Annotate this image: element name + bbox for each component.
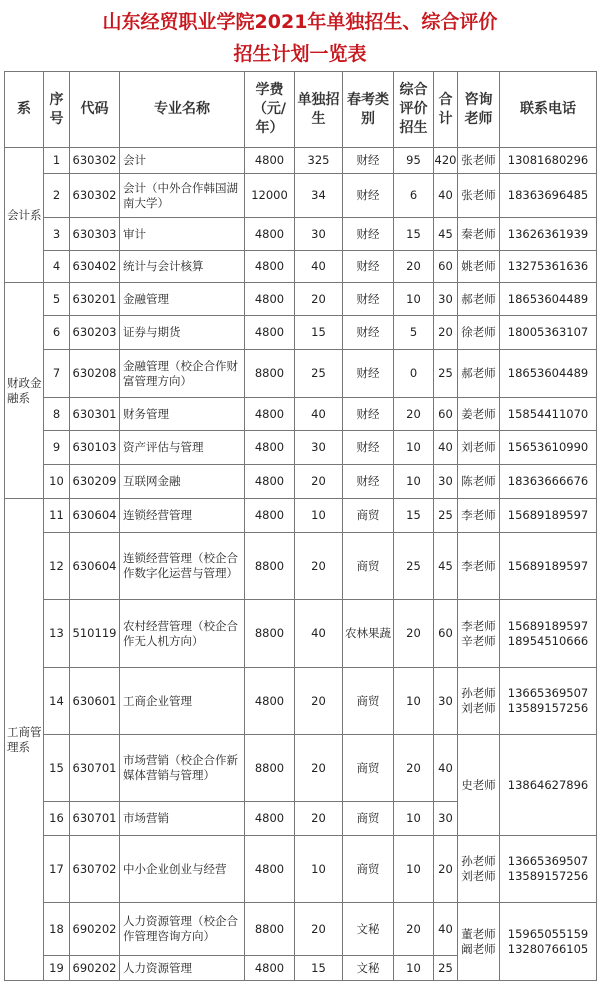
- total-cell: 25: [434, 350, 458, 398]
- comp-cell: 20: [394, 251, 434, 283]
- category-cell: 财经: [343, 316, 394, 350]
- major-cell: 证券与期货: [120, 316, 245, 350]
- page: [4, 0, 596, 981]
- phone-cell: 13665369507 13589157256: [500, 836, 597, 903]
- major-cell: 审计: [120, 218, 245, 251]
- comp-cell: 10: [394, 465, 434, 499]
- comp-cell: 10: [394, 668, 434, 735]
- total-cell: 30: [434, 668, 458, 735]
- category-cell: 文秘: [343, 903, 394, 956]
- major-cell: 金融管理: [120, 283, 245, 316]
- fee-cell: 8800: [245, 735, 295, 802]
- seq-cell: 1: [44, 148, 70, 174]
- major-cell: 市场营销: [120, 802, 245, 836]
- code-cell: 630203: [70, 316, 120, 350]
- major-cell: 金融管理（校企合作财富管理方向）: [120, 350, 245, 398]
- comp-cell: 5: [394, 316, 434, 350]
- header-row: [5, 72, 597, 148]
- comp-cell: 10: [394, 802, 434, 836]
- major-cell: 市场营销（校企合作新媒体营销与管理）: [120, 735, 245, 802]
- phone-cell: 15689189597: [500, 499, 597, 533]
- header-advisor: 咨询老师: [458, 72, 500, 148]
- code-cell: 630302: [70, 148, 120, 174]
- code-cell: 630601: [70, 668, 120, 735]
- phone-cell: 15689189597 18954510666: [500, 600, 597, 668]
- total-cell: 40: [434, 735, 458, 802]
- header-dept: 系: [5, 72, 44, 148]
- advisor-cell: 董老师 阚老师: [458, 903, 500, 981]
- table-row: [5, 398, 597, 431]
- seq-cell: 9: [44, 431, 70, 465]
- phone-cell: 13864627896: [500, 735, 597, 836]
- single-cell: 40: [295, 398, 343, 431]
- seq-cell: 17: [44, 836, 70, 903]
- total-cell: 60: [434, 251, 458, 283]
- header-single: 单独招生: [295, 72, 343, 148]
- single-cell: 20: [295, 735, 343, 802]
- seq-cell: 16: [44, 802, 70, 836]
- comp-cell: 95: [394, 148, 434, 174]
- comp-cell: 20: [394, 903, 434, 956]
- dept-business: 工商管理系: [5, 499, 44, 981]
- advisor-cell: 张老师: [458, 174, 500, 218]
- category-cell: 财经: [343, 350, 394, 398]
- comp-cell: 6: [394, 174, 434, 218]
- phone-cell: 13275361636: [500, 251, 597, 283]
- code-cell: 630301: [70, 398, 120, 431]
- fee-cell: 8800: [245, 350, 295, 398]
- single-cell: 20: [295, 668, 343, 735]
- code-cell: 630303: [70, 218, 120, 251]
- category-cell: 财经: [343, 465, 394, 499]
- single-cell: 10: [295, 499, 343, 533]
- document-title-line2: 招生计划一览表: [233, 43, 367, 65]
- single-cell: 15: [295, 316, 343, 350]
- table-row: [5, 499, 597, 533]
- total-cell: 40: [434, 903, 458, 956]
- advisor-cell: 李老师: [458, 499, 500, 533]
- single-cell: 10: [295, 836, 343, 903]
- major-cell: 会计（中外合作韩国湖南大学）: [120, 174, 245, 218]
- header-phone: 联系电话: [500, 72, 597, 148]
- total-cell: 420: [434, 148, 458, 174]
- code-cell: 630702: [70, 836, 120, 903]
- fee-cell: 8800: [245, 903, 295, 956]
- code-cell: 630701: [70, 735, 120, 802]
- single-cell: 20: [295, 903, 343, 956]
- advisor-cell: 郝老师: [458, 350, 500, 398]
- header-seq: 序号: [44, 72, 70, 148]
- phone-cell: 13665369507 13589157256: [500, 668, 597, 735]
- single-cell: 20: [295, 283, 343, 316]
- category-cell: 财经: [343, 148, 394, 174]
- advisor-cell: 刘老师: [458, 431, 500, 465]
- fee-cell: 4800: [245, 431, 295, 465]
- major-cell: 财务管理: [120, 398, 245, 431]
- major-cell: 连锁经营管理（校企合作数字化运营与管理）: [120, 533, 245, 600]
- single-cell: 34: [295, 174, 343, 218]
- enrollment-plan-table: [4, 71, 597, 981]
- category-cell: 文秘: [343, 956, 394, 981]
- fee-cell: 4800: [245, 316, 295, 350]
- advisor-cell: 姜老师: [458, 398, 500, 431]
- category-cell: 财经: [343, 251, 394, 283]
- single-cell: 30: [295, 218, 343, 251]
- seq-cell: 7: [44, 350, 70, 398]
- fee-cell: 8800: [245, 533, 295, 600]
- category-cell: 商贸: [343, 836, 394, 903]
- category-cell: 商贸: [343, 499, 394, 533]
- code-cell: 630209: [70, 465, 120, 499]
- category-cell: 商贸: [343, 735, 394, 802]
- table-row: [5, 668, 597, 735]
- fee-cell: 4800: [245, 465, 295, 499]
- seq-cell: 10: [44, 465, 70, 499]
- total-cell: 25: [434, 956, 458, 981]
- total-cell: 60: [434, 398, 458, 431]
- comp-cell: 20: [394, 735, 434, 802]
- code-cell: 690202: [70, 956, 120, 981]
- category-cell: 财经: [343, 431, 394, 465]
- major-cell: 互联网金融: [120, 465, 245, 499]
- seq-cell: 4: [44, 251, 70, 283]
- total-cell: 40: [434, 431, 458, 465]
- category-cell: 农林果蔬: [343, 600, 394, 668]
- header-comprehensive: 综合评价招生: [394, 72, 434, 148]
- header-category: 春考类别: [343, 72, 394, 148]
- phone-cell: 18363696485: [500, 174, 597, 218]
- advisor-cell: 史老师: [458, 735, 500, 836]
- seq-cell: 12: [44, 533, 70, 600]
- table-row: [5, 533, 597, 600]
- code-cell: 630103: [70, 431, 120, 465]
- comp-cell: 10: [394, 956, 434, 981]
- comp-cell: 20: [394, 398, 434, 431]
- total-cell: 20: [434, 316, 458, 350]
- fee-cell: 4800: [245, 283, 295, 316]
- comp-cell: 0: [394, 350, 434, 398]
- seq-cell: 2: [44, 174, 70, 218]
- seq-cell: 11: [44, 499, 70, 533]
- total-cell: 30: [434, 465, 458, 499]
- total-cell: 45: [434, 218, 458, 251]
- advisor-cell: 孙老师 刘老师: [458, 836, 500, 903]
- table-row: [5, 316, 597, 350]
- comp-cell: 15: [394, 499, 434, 533]
- single-cell: 15: [295, 956, 343, 981]
- table-row: [5, 465, 597, 499]
- code-cell: 630302: [70, 174, 120, 218]
- total-cell: 25: [434, 499, 458, 533]
- single-cell: 40: [295, 600, 343, 668]
- category-cell: 财经: [343, 174, 394, 218]
- phone-cell: 18005363107: [500, 316, 597, 350]
- category-cell: 商贸: [343, 533, 394, 600]
- major-cell: 统计与会计核算: [120, 251, 245, 283]
- fee-cell: 4800: [245, 956, 295, 981]
- total-cell: 30: [434, 283, 458, 316]
- header-major: 专业名称: [120, 72, 245, 148]
- comp-cell: 25: [394, 533, 434, 600]
- total-cell: 20: [434, 836, 458, 903]
- major-cell: 人力资源管理: [120, 956, 245, 981]
- single-cell: 30: [295, 431, 343, 465]
- comp-cell: 10: [394, 836, 434, 903]
- seq-cell: 3: [44, 218, 70, 251]
- fee-cell: 8800: [245, 600, 295, 668]
- seq-cell: 5: [44, 283, 70, 316]
- fee-cell: 4800: [245, 836, 295, 903]
- code-cell: 630201: [70, 283, 120, 316]
- fee-cell: 4800: [245, 218, 295, 251]
- table-row: [5, 836, 597, 903]
- fee-cell: 12000: [245, 174, 295, 218]
- advisor-cell: 郝老师: [458, 283, 500, 316]
- table-row: [5, 283, 597, 316]
- fee-cell: 4800: [245, 148, 295, 174]
- comp-cell: 10: [394, 283, 434, 316]
- seq-cell: 6: [44, 316, 70, 350]
- fee-cell: 4800: [245, 668, 295, 735]
- major-cell: 会计: [120, 148, 245, 174]
- total-cell: 45: [434, 533, 458, 600]
- total-cell: 60: [434, 600, 458, 668]
- header-total: 合计: [434, 72, 458, 148]
- single-cell: 20: [295, 465, 343, 499]
- table-row: [5, 903, 597, 956]
- phone-cell: 18653604489: [500, 350, 597, 398]
- advisor-cell: 姚老师: [458, 251, 500, 283]
- seq-cell: 8: [44, 398, 70, 431]
- comp-cell: 15: [394, 218, 434, 251]
- code-cell: 630701: [70, 802, 120, 836]
- advisor-cell: 孙老师 刘老师: [458, 668, 500, 735]
- advisor-cell: 李老师 辛老师: [458, 600, 500, 668]
- major-cell: 农村经营管理（校企合作无人机方向）: [120, 600, 245, 668]
- advisor-cell: 徐老师: [458, 316, 500, 350]
- table-row: [5, 350, 597, 398]
- fee-cell: 4800: [245, 251, 295, 283]
- phone-cell: 18653604489: [500, 283, 597, 316]
- single-cell: 20: [295, 533, 343, 600]
- single-cell: 325: [295, 148, 343, 174]
- single-cell: 25: [295, 350, 343, 398]
- comp-cell: 20: [394, 600, 434, 668]
- table-row: [5, 174, 597, 218]
- total-cell: 30: [434, 802, 458, 836]
- header-code: 代码: [70, 72, 120, 148]
- advisor-cell: 李老师: [458, 533, 500, 600]
- phone-cell: 15653610990: [500, 431, 597, 465]
- major-cell: 工商企业管理: [120, 668, 245, 735]
- category-cell: 财经: [343, 283, 394, 316]
- table-row: [5, 431, 597, 465]
- major-cell: 人力资源管理（校企合作管理咨询方向）: [120, 903, 245, 956]
- dept-accounting: 会计系: [5, 148, 44, 283]
- comp-cell: 10: [394, 431, 434, 465]
- phone-cell: 13626361939: [500, 218, 597, 251]
- phone-cell: 13081680296: [500, 148, 597, 174]
- code-cell: 630604: [70, 499, 120, 533]
- single-cell: 20: [295, 802, 343, 836]
- seq-cell: 14: [44, 668, 70, 735]
- seq-cell: 18: [44, 903, 70, 956]
- table-row: [5, 251, 597, 283]
- document-title-line1: 山东经贸职业学院2021年单独招生、综合评价: [102, 11, 498, 33]
- code-cell: 630604: [70, 533, 120, 600]
- phone-cell: 18363666676: [500, 465, 597, 499]
- fee-cell: 4800: [245, 802, 295, 836]
- code-cell: 630208: [70, 350, 120, 398]
- seq-cell: 15: [44, 735, 70, 802]
- category-cell: 商贸: [343, 668, 394, 735]
- table-row: [5, 735, 597, 802]
- code-cell: 690202: [70, 903, 120, 956]
- table-row: [5, 148, 597, 174]
- advisor-cell: 张老师: [458, 148, 500, 174]
- dept-finance: 财政金融系: [5, 283, 44, 499]
- category-cell: 商贸: [343, 802, 394, 836]
- category-cell: 财经: [343, 398, 394, 431]
- seq-cell: 13: [44, 600, 70, 668]
- phone-cell: 15965055159 13280766105: [500, 903, 597, 981]
- code-cell: 630402: [70, 251, 120, 283]
- fee-cell: 4800: [245, 499, 295, 533]
- table-row: [5, 218, 597, 251]
- fee-cell: 4800: [245, 398, 295, 431]
- advisor-cell: 秦老师: [458, 218, 500, 251]
- code-cell: 510119: [70, 600, 120, 668]
- total-cell: 40: [434, 174, 458, 218]
- single-cell: 40: [295, 251, 343, 283]
- category-cell: 财经: [343, 218, 394, 251]
- seq-cell: 19: [44, 956, 70, 981]
- table-row: [5, 600, 597, 668]
- phone-cell: 15854411070: [500, 398, 597, 431]
- major-cell: 中小企业创业与经营: [120, 836, 245, 903]
- major-cell: 资产评估与管理: [120, 431, 245, 465]
- advisor-cell: 陈老师: [458, 465, 500, 499]
- header-fee: 学费（元/年）: [245, 72, 295, 148]
- major-cell: 连锁经营管理: [120, 499, 245, 533]
- phone-cell: 15689189597: [500, 533, 597, 600]
